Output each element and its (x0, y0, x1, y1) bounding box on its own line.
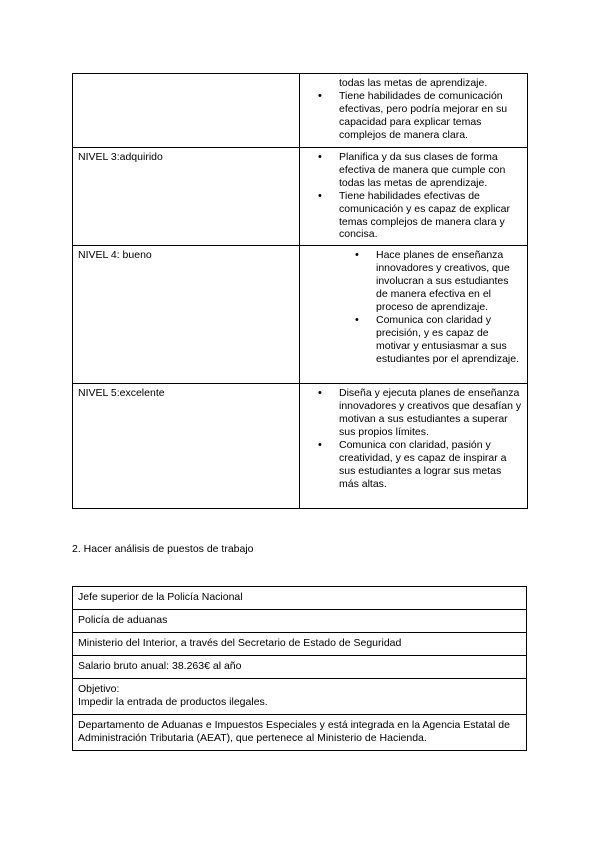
table-row (73, 587, 527, 610)
table-row (73, 74, 528, 148)
objective-text: Impedir la entrada de productos ilegales. (78, 695, 268, 708)
table-row (73, 714, 527, 750)
description-cell (300, 246, 528, 384)
level-cell (73, 74, 300, 148)
table-row (73, 656, 527, 679)
department-cell: Departamento de Aduanas e Impuestos Especiales y está integrada en la Agencia Estatal de Administración Tributaria (AEAT), que pertenece al Ministerio de Hacienda. (73, 714, 527, 750)
table-row (73, 148, 528, 246)
section-heading: 2. Hacer análisis de puestos de trabajo (72, 543, 254, 555)
list-item: • Tiene habilidades de comunicación efectivas, pero podría mejorar en su capacidad para explicar temas complejos de manera clara. (339, 90, 522, 142)
table-row (73, 610, 527, 633)
bullet-list (305, 151, 522, 241)
table-row (73, 246, 528, 384)
ministry-cell: Ministerio del Interior, a través del Secretario de Estado de Seguridad (73, 633, 527, 656)
table-row (73, 384, 528, 509)
level-cell: NIVEL 5:excelente (73, 384, 300, 509)
objective-cell (73, 679, 527, 715)
salary-cell: Salario bruto anual: 38.263€ al año (73, 656, 527, 679)
list-item: • Planifica y da sus clases de forma efectiva de manera que cumple con todas las metas de aprendizaje. (339, 151, 522, 190)
table-row (73, 633, 527, 656)
description-cell (300, 384, 528, 509)
bullet-list (305, 77, 522, 90)
bullet-list (305, 387, 522, 490)
job-title-cell: Jefe superior de la Policía Nacional (73, 587, 527, 610)
competency-rubric-table (72, 73, 528, 509)
list-item: • Hace planes de enseñanza innovadores y creativos, que involucran a sus estudiantes de manera efectiva en el proceso de aprendizaje. (376, 249, 522, 314)
level-cell: NIVEL 3:adquirido (73, 148, 300, 246)
list-item: • Diseña y ejecuta planes de enseñanza innovadores y creativos que desafían y motivan a sus estudiantes a superar sus propios límites. (339, 387, 522, 439)
description-cell (300, 74, 528, 148)
list-item: • Comunica con claridad, pasión y creatividad, y es capaz de inspirar a sus estudiantes a lograr sus metas más altas. (339, 439, 522, 491)
list-item: • Comunica con claridad y precisión, y es capaz de motivar y entusiasmar a sus estudiantes por el aprendizaje. (376, 314, 522, 366)
list-item: • Tiene habilidades efectivas de comunicación y es capaz de explicar temas complejos de manera clara y concisa. (339, 190, 522, 242)
bullet-list (305, 249, 522, 365)
objective-label: Objetivo: (78, 683, 120, 695)
job-position-cell: Policía de aduanas (73, 610, 527, 633)
level-cell: NIVEL 4: bueno (73, 246, 300, 384)
list-item: todas las metas de aprendizaje. (339, 77, 488, 89)
bullet-list (305, 90, 522, 142)
description-cell (300, 148, 528, 246)
table-row (73, 679, 527, 715)
job-analysis-table (72, 586, 527, 751)
